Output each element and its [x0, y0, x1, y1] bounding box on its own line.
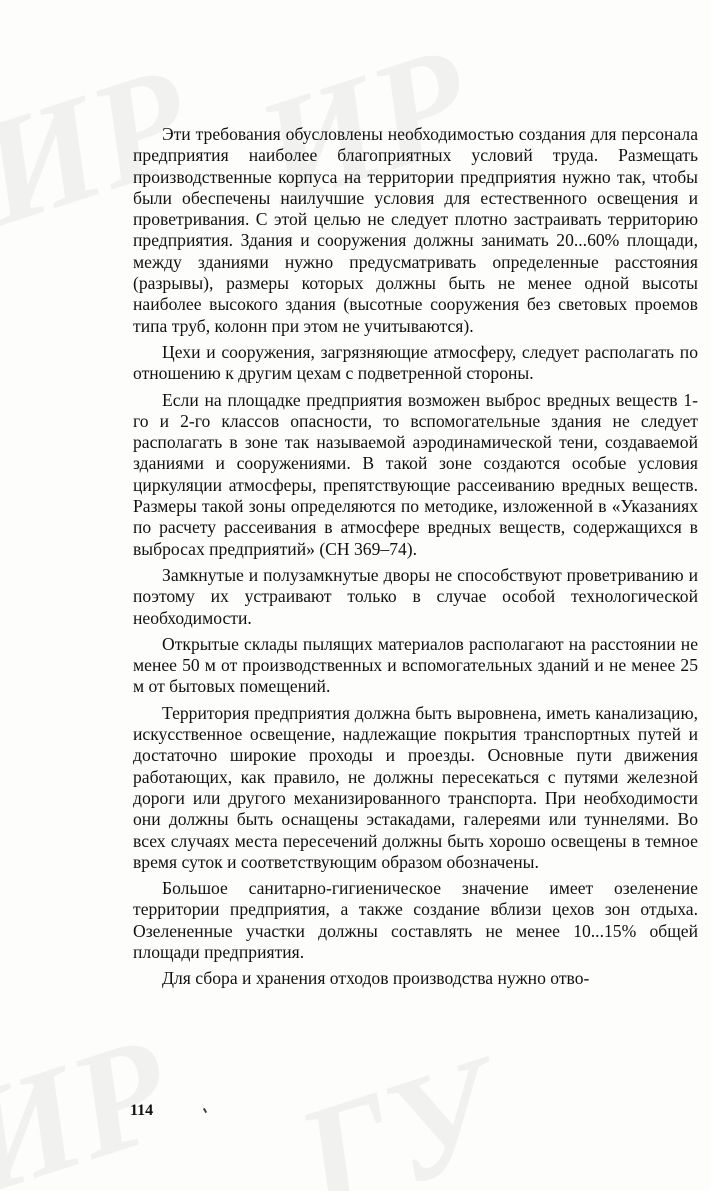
- paragraph: Для сбора и хранения отходов производства нужно отво-: [162, 968, 590, 989]
- body-text: [133, 124, 698, 990]
- paragraph: Если на площадке предприятия возможен выброс вредных веществ 1-го и 2-го классов опасности, то вспомогательные здания не следует располагать в зоне так называемой аэродинамической тени, создаваемой зданиями и сооружениями. В такой зоне создаются особые условия циркуляции атмосферы, препятствующие рассеиванию вредных веществ. Размеры такой зоны определяются по методике, изложенной в «Указаниях по расчету рассеивания в атмосфере вредных веществ, содержащихся в выбросах предприятий» (СН 369–74).: [133, 389, 698, 559]
- paragraph: Цехи и сооружения, загрязняющие атмосферу, следует располагать по отношению к другим цехам с подветренной стороны.: [133, 341, 698, 384]
- paragraph: Большое санитарно-гигиеническое значение имеет озеленение территории предприятия, а также создание вблизи цехов зон отдыха. Озелененные участки должны составлять не менее 10...15% общей площади предприятия.: [133, 878, 698, 962]
- page-number: 114: [130, 1102, 154, 1119]
- watermark: [278, 1024, 517, 1191]
- paragraph: Эти требования обусловлены необходимостью создания для персонала предприятия наиболее благоприятных условий труда. Размещать производственные корпуса на территории предприятия нужно так, чтобы были обеспечены наилучшие условия для естественного освещения и проветривания. С этой целью не следует плотно застраивать территорию предприятия. Здания и сооружения должны занимать 20...60% площади, между зданиями нужно предусматривать определенные расстояния (разрывы), размеры которых должны быть не менее одной высоты наиболее высокого здания (высотные сооружения без световых проемов типа труб, колонн при этом не учитываются).: [133, 124, 698, 336]
- paragraph: Территория предприятия должна быть выровнена, иметь канализацию, искусственное освещение, надлежащие покрытия транспортных путей и достаточно широкие проходы и проезды. Основные пути движения работающих, как правило, не должны пересекаться с путями железной дороги или другого механизированного транспорта. При необходимости они должны быть оснащены эстакадами, галереями или туннелями. Во всех случаях места пересечений должны быть хорошо освещены в темное время суток и соответствующим образом обозначены.: [133, 702, 698, 872]
- scan-speck: [203, 1108, 207, 1113]
- paragraph: Замкнутые и полузамкнутые дворы не способствуют проветриванию и поэтому их устраивают только в случае особой технологической необходимости.: [133, 564, 698, 628]
- watermark: [0, 1002, 190, 1191]
- paragraph: Открытые склады пылящих материалов располагают на расстоянии не менее 50 м от производственных и вспомогательных зданий и не менее 25 м от бытовых помещений.: [133, 633, 698, 697]
